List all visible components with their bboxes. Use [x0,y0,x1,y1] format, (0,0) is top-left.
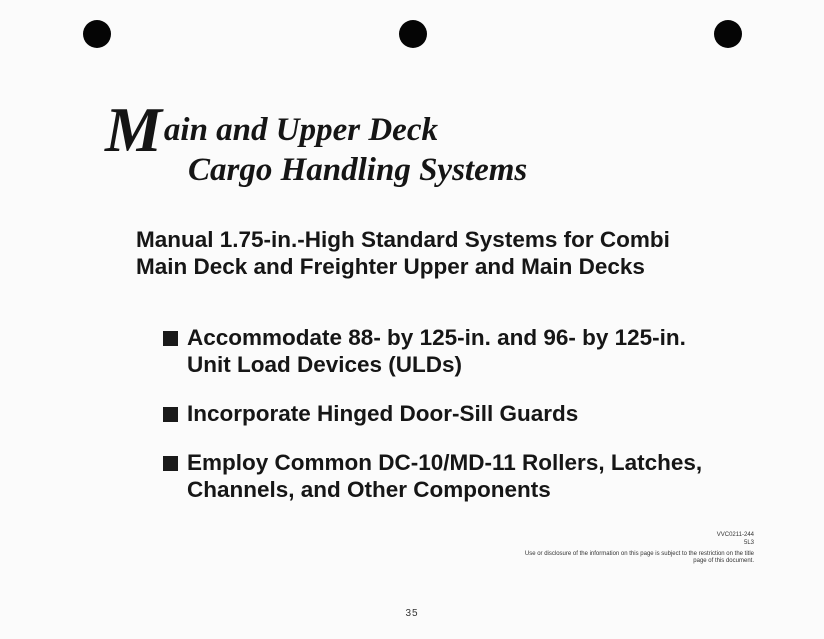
bullet-square-icon [163,456,178,471]
title-drop-cap: M [105,94,162,165]
bullet-item [160,400,720,427]
binder-hole-right-icon [714,20,742,48]
bullet-item [160,324,720,378]
reference-subcode: 5L3 [743,540,754,546]
binder-hole-left-icon [83,20,111,48]
title-line-1-text: ain and Upper Deck [163,112,438,148]
section-heading: Manual 1.75-in.-High Standard Systems for Combi Main Deck and Freighter Upper and Main Decks [136,227,670,279]
bullet-text: Employ Common DC-10/MD-11 Rollers, Latches, Channels, and Other Components [187,450,703,502]
reference-code: VVC0211-244 [716,532,754,538]
disclosure-notice: Use or disclosure of the information on this page is subject to the restriction on the title page of this document. [524,551,754,564]
binder-hole-center-icon [399,20,427,48]
document-reference [717,531,754,549]
bullet-text: Incorporate Hinged Door-Sill Guards [187,401,579,426]
bullet-list [160,324,720,503]
bullet-text: Accommodate 88- by 125-in. and 96- by 125-in. Unit Load Devices (ULDs) [187,325,686,377]
bullet-square-icon [163,407,178,422]
page-number: 35 [405,608,419,619]
title-line-2-text: Cargo Handling Systems [188,152,528,188]
page-title [105,96,665,188]
bullet-square-icon [163,331,178,346]
bullet-item [160,449,720,503]
title-line-1 [105,94,665,165]
